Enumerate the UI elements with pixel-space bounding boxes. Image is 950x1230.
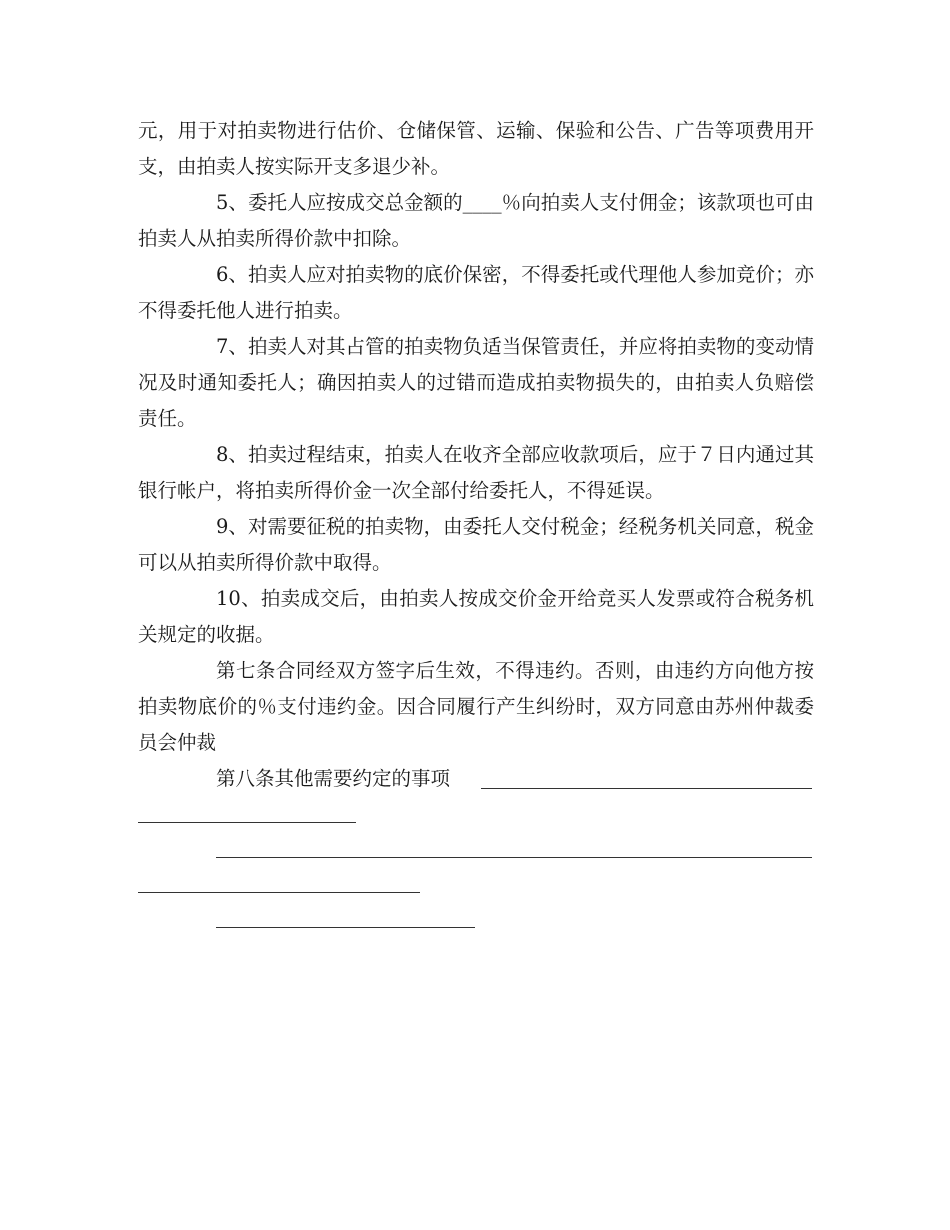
fill-line-article-8-continuation [138, 822, 356, 823]
paragraph-clause-10: 10、拍卖成交后，由拍卖人按成交价金开给竞买人发票或符合税务机关规定的收据。 [138, 587, 814, 646]
paragraph-clause-9: 9、对需要征税的拍卖物，由委托人交付税金；经税务机关同意，税金可以从拍卖所得价款中取得。 [138, 515, 814, 574]
paragraph-clause-8: 8、拍卖过程结束，拍卖人在收齐全部应收款项后，应于７日内通过其银行帐户，将拍卖所得价金一次全部付给委托人，不得延误。 [138, 443, 814, 502]
paragraph-article-8: 第八条其他需要约定的事项 [216, 767, 451, 790]
fill-line-article-8-first [481, 788, 812, 789]
document-body [138, 113, 814, 797]
paragraph-fee-clause: 元，用于对拍卖物进行估价、仓储保管、运输、保验和公告、广告等项费用开支，由拍卖人按实际开支多退少补。 [138, 119, 814, 178]
fill-line-blank-2b [138, 892, 420, 893]
paragraph-clause-7: 7、拍卖人对其占管的拍卖物负适当保管责任，并应将拍卖物的变动情况及时通知委托人；确因拍卖人的过错而造成拍卖物损失的，由拍卖人负赔偿责任。 [138, 335, 814, 430]
paragraph-article-7: 第七条合同经双方签字后生效，不得违约。否则，由违约方向他方按拍卖物底价的％支付违约金。因合同履行产生纠纷时，双方同意由苏州仲裁委员会仲裁 [138, 659, 814, 754]
fill-line-blank-2a [216, 857, 812, 858]
paragraph-clause-6: 6、拍卖人应对拍卖物的底价保密，不得委托或代理他人参加竞价；亦不得委托他人进行拍卖。 [138, 263, 814, 322]
fill-line-blank-3 [216, 927, 475, 928]
paragraph-clause-5: 5、委托人应按成交总金额的____％向拍卖人支付佣金；该款项也可由拍卖人从拍卖所得价款中扣除。 [138, 191, 814, 250]
